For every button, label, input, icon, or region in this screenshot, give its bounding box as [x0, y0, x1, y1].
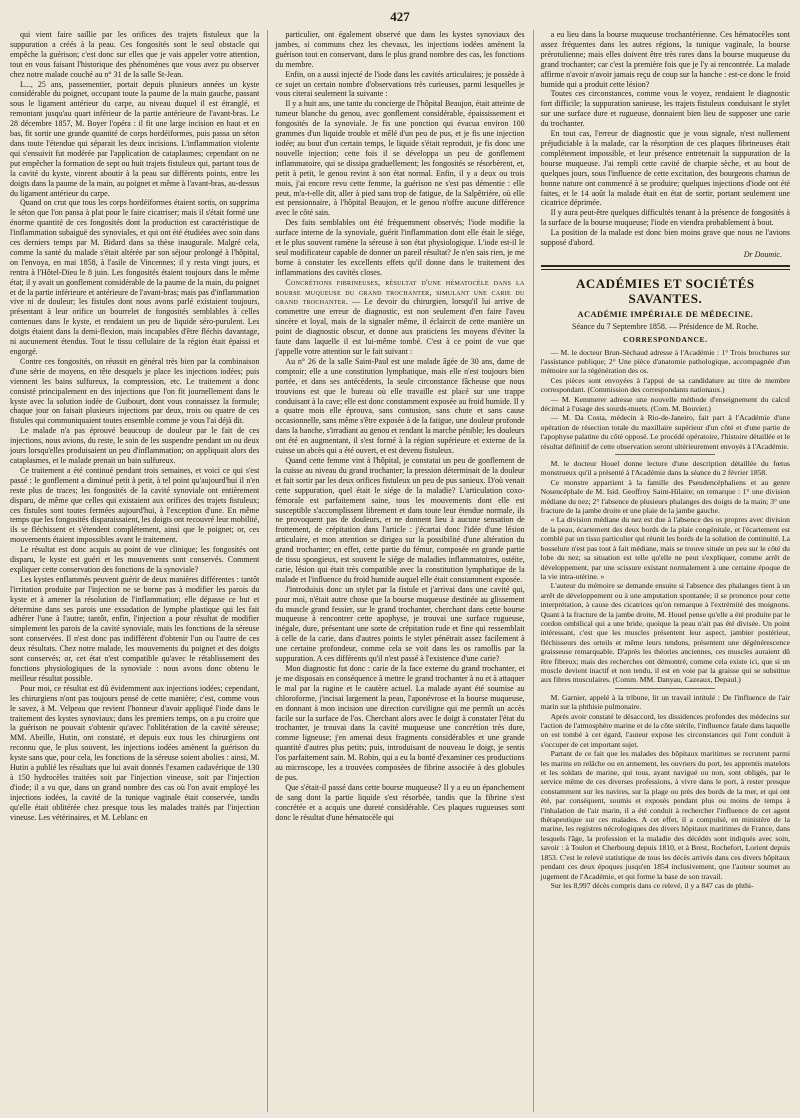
paragraph: Au n° 26 de la salle Saint-Paul est une malade âgée de 30 ans, dame de comptoir; elle a une constitution lymphatique, mais elle n'est toujours bien portée, et dans ses antécédents, la seule circonstance fâcheuse que nous trouvions est que le bureau où elle travaille est placé sur une trappe conduisant à la cave; elle est donc constamment exposée au froid humide. Il y a quatre mois elle éprouva, sans contusion, sans chute et sans cause occasionnelle, sans même s'être exposée à de la fatigue, une douleur profonde dans la hanche, s'irradiant au genou et rendant la marche pénible; les douleurs ont été en augmentant, il s'est formé à la région supérieure et externe de la cuisse un abcès qui a été ouvert, et est devenu fistuleux. — [275, 356, 525, 456]
paragraph: particulier, ont également observé que dans les kystes synoviaux des jambes, si communs chez les chevaux, les injections iodées amènent la guérison tout en conservant, dans le plus grand nombre des cas, les fonctions du membre. — [275, 30, 525, 69]
report-item: — M. le docteur Brun-Séchaud adresse à l'Académie : 1° Trois brochures sur l'assistance publique; 2° Une pièce d'anatomie pathologique, accompagnée d'un mémoire sur la régénération des os. — [540, 347, 790, 376]
report-item: Partant de ce fait que les malades des hôpitaux maritimes se recrutent parmi les marins en relâche ou en armement, les ouvriers du port, les apprentis matelots et les soldats de marine, qui tous, ayant navigué ou non, sont obligés, par le service même de ces diverses professions, à vivre dans le port, à rester presque constamment sur les navires, sur la plage ou près des bords de la mer, et qui ont été, par conséquent, soumis et exposés pendant plus ou moins de temps à l'inhalation de l'air marin, il a été conduit à rechercher l'influence de cet agent thérapeutique sur ces malades. A cet effet, il a compulsé, en ministère de la marine, les registres nécrologiques des divers hôpitaux maritimes de France, dans lesquels l'âge, la profession et la maladie des décédés sont indiqués avec soin, savoir : à Toulon et Cherbourg depuis 1810, et à Brest, Rochefort, Lorient depuis 1853. C'est le relevé statistique de tous les décès arrivés dans ces divers hôpitaux pendant ces deux époques jusqu'en 1854 inclusivement, que l'auteur soumet au jugement de l'Académie, et qui forme la base de son travail. — [540, 749, 790, 881]
section-title: ACADÉMIES ET SOCIÉTÉS SAVANTES. — [576, 275, 755, 306]
paragraph: Ce traitement a été continué pendant trois semaines, et voici ce qui s'est passé : le gonflement a diminué petit à petit, à tel point qu'aujourd'hui il n'en reste plus de traces; les fongosités de la cavité synoviale ont entièrement disparu, de même que celles qui existaient aux orifices des trajets fistuleux; ces fistules sont toutes fermées aujourd'hui, à l'exception d'une. En même temps que les fongosités disparaissaient, les doigts ont recouvré leur mobilité, ils se fléchissent et s'étendent complétement, ainsi que le poignet; or, ces mouvements étaient impossibles avant le traitement. — [10, 465, 260, 545]
paragraph: Quand on crut que tous les corps hordéiformes étaient sortis, on supprima le séton que l'on pansa à plat pour le faire cicatriser; mais il s'était formé une énorme quantité de ces fongosités dont la production est caractéristique de l'inflammation subaiguë des synoviales, et qui ont été étudiées avec soin dans ces derniers temps par M. Bidard dans sa thèse inaugurale. Malgré cela, comme la santé du malade s'était altérée par son séjour prolongé à l'hôpital, on l'envoya, en mai 1858, à l'asile de Vincennes; il y resta vingt jours, et rentra à l'Hôtel-Dieu le 8 juin. Les fongosités étaient toujours dans le même état; il y avait un gonflement considérable de la paume de la main, du poignet et de la partie inférieure et antérieure de l'avant-bras; mais pas d'inflammation vive ni de douleur; les fistules dont nous avons parlé existaient toujours, présentant à leur orifice un bourrelet de fongosités semblables à celles contenues dans le kyste, et rendaient un peu de liquide séro-purulent. Les doigts étaient dans la demi-flexion, mais incapables d'être fléchis davantage, ni aucunement étendus. Tout le tissu cellulaire de la région était épaissi et engorgé. — [10, 198, 260, 356]
correspondance-label: CORRESPONDANCE. — [623, 334, 708, 344]
column-3 — [533, 30, 790, 1112]
paragraph: La position de la malade est donc bien moins grave que nous ne l'avions supposé d'abord. — [540, 228, 790, 248]
case-heading: Concrétions fibrineuses, résultat d'une hématocèle dans la bourse muqueuse du grand trochanter, simulant une carie du grand trochanter. — [275, 277, 525, 307]
report-item: « La division médiane du nez est due à l'absence des os propres avec division de la peau, écartement des deux bords de la plaie congénitale, et l'écartement est comblé par un tissu particulier qui réunit les bords de la solution de continuité. La bosselure n'est pas tout à fait médiane, mais se trouve située un peu sur le côté du lobe du nez; sa situation est telle qu'elle ne peut s'expliquer, comme arrêt de développement, par une scissure existant normalement à une certaine époque de la vie intra-utérine. » — [540, 515, 790, 581]
paragraph: Des faits semblables ont été fréquemment observés; l'iode modifie la surface interne de la synoviale, guérit l'inflammation dont elle était le siége, et le plus souvent ramène la séreuse à son état physiologique. L'iode est-il le seul modificateur capable de donner un pareil résultat? Je n'en sais rien, je me borne à constater les excellents effets qu'il donne dans le traitement des inflammations des cavités closes. — [275, 218, 525, 277]
report-item: Sur les 8,997 décès compris dans ce relevé, il y a 847 cas de phthi- — [550, 880, 754, 890]
paragraph: Le malade n'a pas éprouvé beaucoup de douleur par le fait de ces injections, nous avions, du reste, le soin de les suspendre pendant un ou deux jours lorsqu'elles produisaient un peu d'inflammation; on appliquait alors des cataplasmes, et le malade prenait un bain sulfureux. — [10, 426, 260, 465]
paragraph: Il y a huit ans, une tante du concierge de l'hôpital Beaujon, était atteinte de tumeur blanche du genou, avec gonflement considérable, épaississement et fongosités de la synoviale. Je fis une ponction qui évacua environ 100 grammes d'un liquide trouble et mêlé d'un peu de pus, et je fis une injection iodée; au bout d'un certain temps, le liquide s'était reproduit, je fis donc une nouvelle injection; cette fois il se développa un peu de gonflement inflammatoire, qui se dissipa graduellement; les fongosités se résorbèrent, et, petit à petit, le genou revint à son état normal. Enfin, il y a deux ou trois mois, j'ai encore revu cette femme, la guérison ne s'est pas démentie : elle peut, m'a-t-elle dit, aller à pied sans trop de fatigue, de la Salpêtrière, où elle est pensionnaire, à l'hôpital Beaujon, et le genou n'offre aucune différence avec le côté sain. — [275, 99, 525, 218]
paragraph: Pour moi, ce résultat est dû évidemment aux injections iodées; cependant, les chirurgiens n'ont pas toujours pensé de cette manière; c'est, comme vous le savez, à M. Velpeau que revient l'honneur d'avoir appliqué l'iode dans le traitement des kystes synoviaux; dans les premiers temps, on a pu croire que la guérison ne pouvait s'obtenir qu'avec l'oblitération de la cavité séreuse; MM. Abeille, Hutin, ont constaté, et depuis eux tous les chirurgiens ont reconnu que, le plus souvent, les injections iodées amènent la guérison du kyste sans que, pour cela, les fonctions de la séreuse soient abolies : ainsi, M. Hutin a publié les résultats que lui avait donnés l'examen cadavérique de 130 à 150 hydrocèles traitées soit par l'injection vineuse, soit par l'injection d'iode; il a vu que, dans un grand nombre des cas où l'on avait employé les injections iodées, la cavité de la tunique vaginale était conservée, tandis qu'elle était oblitérée chez presque tous les malades traités par l'injection vineuse. Les vétérinaires, et M. Leblanc en — [10, 683, 260, 822]
case-intro: — Le devoir du chirurgien, lorsqu'il lui arrive de commettre une erreur de diagnostic, est non seulement d'en faire l'aveu sincère et loyal, mais de la signaler même, il éclaircit de cette manière un point de diagnostic obscur, et donne aux praticiens les moyens d'éviter la faute dans laquelle il est lui-même tombé. C'est à ce point de vue que j'appelle votre attention sur le fait suivant : — [275, 297, 525, 356]
paragraph: Quand cette femme vint à l'hôpital, je constatai un peu de gonflement de la cuisse au niveau du grand trochanter; la pression déterminait de la douleur et fait sortir par les deux orifices fistuleux un peu de pus sanieux. D'où venait cette suppuration, quel était le siége de la maladie? L'articulation coxo-fémorale est parfaitement saine, tous les mouvements dont elle est susceptible s'accomplissent librement et dans toute leur étendue normale, ils ne provoquent pas de douleurs, et ne donnent lieu à aucune sensation de frottement, de crépitation dans l'article : j'écartai donc l'idée d'une lésion articulaire, et mon attention se dirigea sur la possibilité d'une altération du grand trochanter; en effet, cette partie du fémur, composée en grande partie de tissu spongieux, est souvent le siége de maladies inflammatoires, ostéite, carie, lésion qui était très compatible avec la constitution lymphatique de la malade et l'influence du froid humide auquel elle était constamment exposée. — [275, 455, 525, 584]
case-heading-paragraph — [275, 278, 524, 357]
paragraph: L..., 25 ans, passementier, portait depuis plusieurs années un kyste considérable du poignet, occupant toute la paume de la main gauche, passant sous le ligament antérieur du carpe, au niveau duquel il est étranglé, et remontant jusqu'au quart inférieur de la partie antérieure de l'avant-bras. Le 28 décembre 1857, M. Boyer l'opéra : il fit une large incision en haut et en bas, fit sortir une grande quantité de corps hordéiformes, puis passa un séton dans toute l'étendue qui séparait les deux incisions. L'inflammation violente qui s'ensuivit fut modérée par l'application de cataplasmes; cependant on ne put empêcher la formation de sept ou huit trajets fistuleux qui, partant tous de la cavité du kyste, vinrent aboutir à la peau sur différents points, entre les doigts dans la paume de la main, au poignet et même à l'avant-bras, au-dessus du ligament antérieur du carpe. — [10, 79, 260, 198]
paragraph: Que s'était-il passé dans cette bourse muqueuse? Il y a eu un épanchement de sang dont la partie liquide s'est résorbée, tandis que la fibrine s'est concrétée et a acquis une dureté considérable. Ces plaques rugueuses sont donc le résultat d'une hématocèle qui — [275, 782, 525, 822]
paragraph: qui vient faire saillie par les orifices des trajets fistuleux que la suppuration a créés à la peau. Ces fongosités sont le seul obstacle qui empêche la guérison; c'est donc sur elles que je vais appeler votre attention, tout en vous faisant l'historique des phénomènes que vous avez pu observer chez notre malade couché au n° 31 de la salle St-Jean. — [10, 30, 260, 79]
author-signature: Dr Doumic. — [743, 249, 782, 259]
paragraph: Il y aura peut-être quelques difficultés tenant à la présence de fongosités à la surface de la bourse muqueuse; l'iode en viendra probablement à bout. — [540, 208, 790, 228]
item-separator — [615, 688, 715, 690]
report-item: M. Garnier, appelé à la tribune, lit un travail intitulé : De l'influence de l'air marin sur la phthisie pulmonaire. — [540, 692, 790, 712]
section-divider-bottom — [541, 269, 790, 270]
paragraph: Enfin, on a aussi injecté de l'iode dans les cavités articulaires; je possède à ce sujet un certain nombre d'observations très curieuses, parmi lesquelles je vous citerai seulement la suivante : — [275, 69, 525, 99]
item-separator — [615, 454, 715, 456]
academy-title: ACADÉMIE IMPÉRIALE DE MÉDECINE. — [577, 308, 754, 319]
column-1 — [10, 30, 259, 1112]
paragraph: Le résultat est donc acquis au point de vue clinique; les fongosités ont disparu, le kyste est guéri et les mouvements sont conservés. Comment expliquer cette conservation des fonctions de la synoviale? — [10, 545, 260, 574]
report-item: Après avoir constaté le désaccord, les dissidences profondes des médecins sur l'action de l'atmosphère marine et de la côte stérile, l'influence fatale dans laquelle on est tombé à cet égard, l'auteur expose les circonstances qui l'ont conduit à s'occuper de cet important sujet. — [540, 711, 790, 749]
section-divider-top — [541, 265, 790, 267]
report-item: Ces pièces sont envoyées à l'appui de sa candidature au titre de membre correspondant. (Commission des correspondants nationaux.) — [540, 375, 790, 395]
paragraph: En tout cas, l'erreur de diagnostic que je vous signale, n'est nullement préjudiciable à la malade, car la résorption de ces plaques fibrineuses était complétement impossible, et leur présence entretenait la suppuration de la bourse muqueuse. J'ai rempli cette cavité de charpie sèche, et au bout de quelques jours, sous l'influence de cette excitation, des bourgeons charnus de bonne nature ont commencé à se produire; quelques injections d'iode ont été faites, et le 14 août la malade était en état de sortir, portant seulement une cicatrice déprimée. — [540, 129, 790, 208]
report-item: — M. Da Costa, médecin à Rio-de-Janeiro, fait part à l'Académie d'une opération de résection totale du maxillaire supérieur d'un côté et d'une partie de l'apophyse palatine du côté opposé. Le procédé opératoire, l'histoire détaillée et le résultat définitif de cette observation seront ultérieurement envoyés à l'Académie. — [540, 413, 790, 451]
paragraph: Toutes ces circonstances, comme vous le voyez, rendaient le diagnostic fort difficile; la suppuration sanieuse, les trajets fistuleux conduisant le stylet sur une surface dure et rugueuse, donnaient bien lieu de supposer une carie du trochanter. — [540, 89, 790, 129]
report-item: — M. Kemmerer adresse une nouvelle méthode d'enseignement du calcul décimal à l'usage des sourds-muets. (Com. M. Bouvier.) — [540, 394, 790, 413]
paragraph: Les kystes enflammés peuvent guérir de deux manières différentes : tantôt l'irritation produite par l'injection ne se borne pas à modifier les parois du kyste et à amener la résolution de l'inflammation; elle dépasse ce but et détermine dans ses parois une exsudation de lymphe plastique qui les fait adhérer l'une à l'autre; tantôt, enfin, l'injection a pour résultat de modifier simplement les parois de la cavité synoviale, mais les fonctions de la séreuse sont conservées. Il n'est donc pas indifférent d'obtenir l'un ou l'autre de ces deux résultats. Chez notre malade, les mouvements du poignet et des doigts sont conservés; or, cet état n'est compatible qu'avec le rétablissement des fonctions physiologiques de la synoviale : nous avons donc obtenu le meilleur résultat possible. — [10, 574, 260, 683]
page-number: 427 — [390, 9, 410, 24]
paragraph: J'introduisis donc un stylet par la fistule et j'arrivai dans une cavité qui, pour moi, n'était autre chose que la bourse muqueuse destinée au glissement du muscle grand fessier, sur le grand trochanter, cherchant dans cette bourse muqueuse à rencontrer cette apophyse, je trouvai une surface rugueuse, inégale, dure, présentant une sorte de crépitation rude et fine qui ressemblait à celle de la carie, dans d'autres points le stylet pénétrait assez facilement à une certaine profondeur, comme cela se voit dans les os ramollis par la suppuration. A ces différents qu'il n'est passé à l'existence d'une carie? — [275, 584, 525, 664]
column-2 — [267, 30, 524, 1112]
paragraph: a eu lieu dans la bourse muqueuse trochantérienne. Ces hématocèles sont assez fréquentes dans les autres régions, la tunique vaginale, la bourse prérotulienne; mais elles doivent être très rares dans la bourse muqueuse du grand trochanter; car c'est la première fois que je l'y ai rencontrée. La malade affirme n'avoir n'avoir jamais reçu de coup sur la hanche : est-ce donc le froid humide qui a produit cette lésion? — [540, 30, 790, 89]
report-item: M. le docteur Houel donne lecture d'une description détaillée du fœtus monstrueux qu'il a présenté à l'Académie dans la séance du 2 février 1858. — [540, 459, 790, 478]
meeting-line: Séance du 7 Septembre 1858. — Présidence de M. Roche. — [572, 321, 759, 331]
paragraph: Mon diagnostic fut donc : carie de la face externe du grand trochanter, et je me disposais en conséquence à mettre le grand trochanter à nu et à attaquer le mal par la rugine et le cautère actuel. La malade ayant été soumise au chloroforme, j'incisai largement la peau, l'aponévrose et la bourse muqueuse, en donnant à mon incision une direction curviligne qui me permît un accès facile sur la surface de l'os. Cherchant alors avec le doigt à constater l'état du trochanter, je trouvai dans la cavité muqueuse une concrétion très dure, comme ligneuse; j'en amenai deux fragments considérables et une grande quantité d'autres plus petits; puis, introduisant de nouveau le doigt, je sentis l'os parfaitement sain. M. Robin, qui a eu la bonté d'examiner ces productions au microscope, les a trouvées composées de fibrine associée à des globules de pus. — [275, 664, 525, 782]
report-item: L'auteur du mémoire se demande ensuite si l'absence des phalanges tient à un arrêt de développement ou à une amputation spontanée; il se prononce pour cette interprétation, à cause des cicatrices qu'on remarque à l'extrémité des moignons. Quant à la fracture de la jambe droite, M. Houel pense qu'elle a été produite par le cordon ombilical qui a une bride, quoique la peau n'ait pas été divisée. Un point intéressant, c'est que les muscles présentent leur aspect, jambier postérieur, fléchisseurs des orteils et même leurs tendons, présentent une dégénérescence graisseuse remarquable. D'après les théories anciennes, ces muscles auraient dû être fibreux; mais des recherches ont démontré, comme cela existe ici, que si un muscle devient inactif et non tendu, il est en voie par la graisse qui se substitue aux fibres musculaires. (Comm. MM. Danyau, Cazeaux, Depaul.) — [540, 581, 790, 685]
paragraph: Contre ces fongosités, on réussit en général très bien par la combinaison d'une série de moyens, en tête desquels je place les injections iodées; puis viennent les bains sulfureux, la compression, etc. Le traitement a donc consisté principalement en des injections que l'on fit journellement dans le kyste avec la solution iodée de Guibourt, dont vous connaissez la formule; chaque jour on faisait plusieurs injections par deux, trois ou quatre de ces fistules qui communiquaient toutes ensemble comme je vous l'ai déjà dit. — [10, 356, 260, 426]
academy-report — [541, 348, 790, 891]
columns — [10, 30, 790, 1112]
report-item: Ce monstre appartient à la famille des Pseudencéphaliens et au genre Nosencéphale de M. Isid. Geoffroy Saint-Hilaire; on remarque : 1° une division médiane du nez; 2° l'absence de plusieurs phalanges des doigts de la main; 3° une fracture de la jambe droite et une plaie de la jambe gauche. — [540, 477, 790, 516]
